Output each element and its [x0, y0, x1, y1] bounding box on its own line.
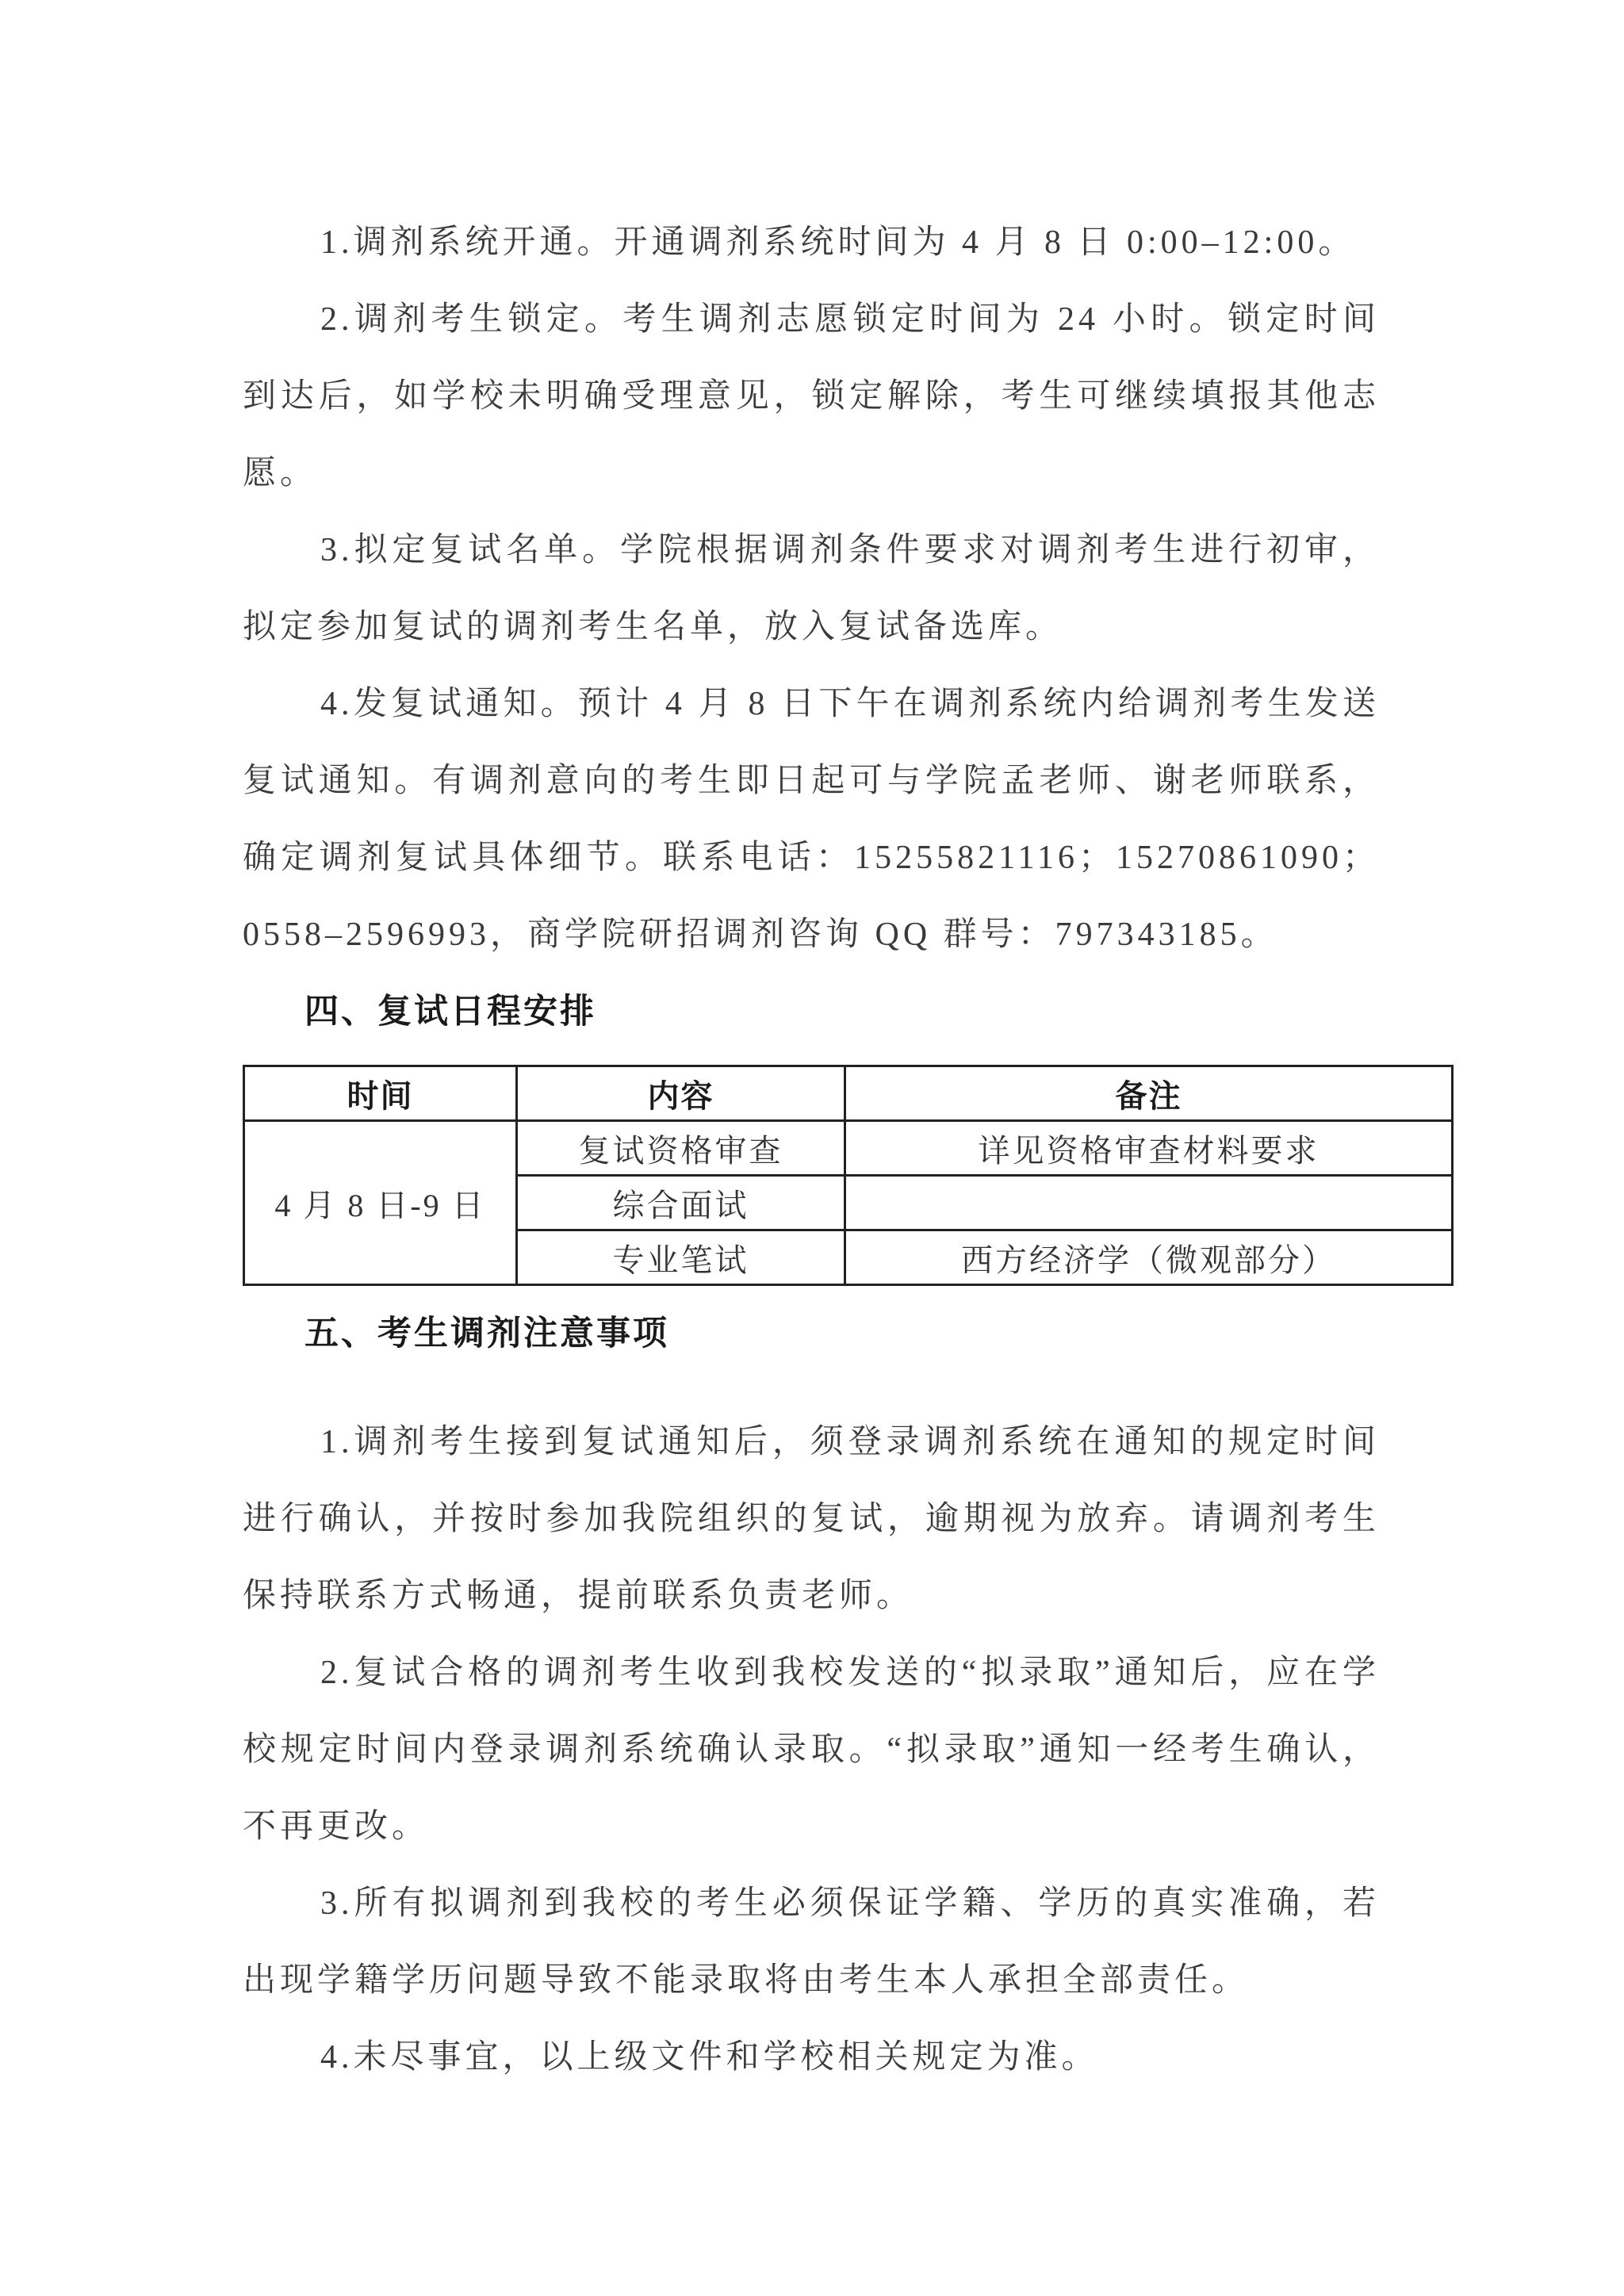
cell-note-interview: [845, 1176, 1453, 1230]
paragraph-note-4: 4.未尽事宜，以上级文件和学校相关规定为准。: [320, 2039, 1099, 2076]
section-heading-notes: 五、考生调剂注意事项: [304, 1314, 669, 1353]
table-header-content: 内容: [517, 1066, 845, 1121]
table-header-row: [244, 1066, 1453, 1121]
paragraph-note-3: 3.所有拟调剂到我校的考生必须保证学籍、学历的真实准确，若出现学籍学历问题导致不能录取将由考生本人承担全部责任。: [243, 1885, 1380, 1999]
document-content: [243, 205, 1380, 2096]
cell-content-interview: 综合面试: [517, 1176, 845, 1230]
table-header-note: 备注: [845, 1066, 1453, 1121]
section-heading-schedule: 四、复试日程安排: [304, 993, 596, 1031]
paragraph-step-2: 2.调剂考生锁定。考生调剂志愿锁定时间为 24 小时。锁定时间到达后，如学校未明确受理意见，锁定解除，考生可继续填报其他志愿。: [243, 301, 1380, 492]
paragraph-step-4: 4.发复试通知。预计 4 月 8 日下午在调剂系统内给调剂考生发送复试通知。有调剂意向的考生即日起可与学院孟老师、谢老师联系，确定调剂复试具体细节。联系电话：15255821116；15270861090；0558–2596993，商学院研招调剂咨询 QQ 群号：797343185。: [243, 686, 1380, 953]
paragraph-step-3: 3.拟定复试名单。学院根据调剂条件要求对调剂考生进行初审，拟定参加复试的调剂考生名单，放入复试备选库。: [243, 532, 1380, 645]
cell-note-written-exam: 西方经济学（微观部分）: [845, 1230, 1453, 1285]
paragraph-step-1: 1.调剂系统开通。开通调剂系统时间为 4 月 8 日 0:00–12:00。: [320, 224, 1356, 261]
paragraph-note-1: 1.调剂考生接到复试通知后，须登录调剂系统在通知的规定时间进行确认，并按时参加我院组织的复试，逾期视为放弃。请调剂考生保持联系方式畅通，提前联系负责老师。: [243, 1424, 1380, 1614]
cell-content-qualification-review: 复试资格审查: [517, 1121, 845, 1176]
schedule-table: [243, 1065, 1454, 1286]
cell-note-qualification-review: 详见资格审查材料要求: [845, 1121, 1453, 1176]
table-header-time: 时间: [244, 1066, 517, 1121]
cell-content-written-exam: 专业笔试: [517, 1230, 845, 1285]
table-row: [244, 1121, 1453, 1176]
cell-date-range: 4 月 8 日-9 日: [244, 1121, 517, 1285]
paragraph-note-2: 2.复试合格的调剂考生收到我校发送的“拟录取”通知后，应在学校规定时间内登录调剂系统确认录取。“拟录取”通知一经考生确认，不再更改。: [243, 1655, 1380, 1845]
